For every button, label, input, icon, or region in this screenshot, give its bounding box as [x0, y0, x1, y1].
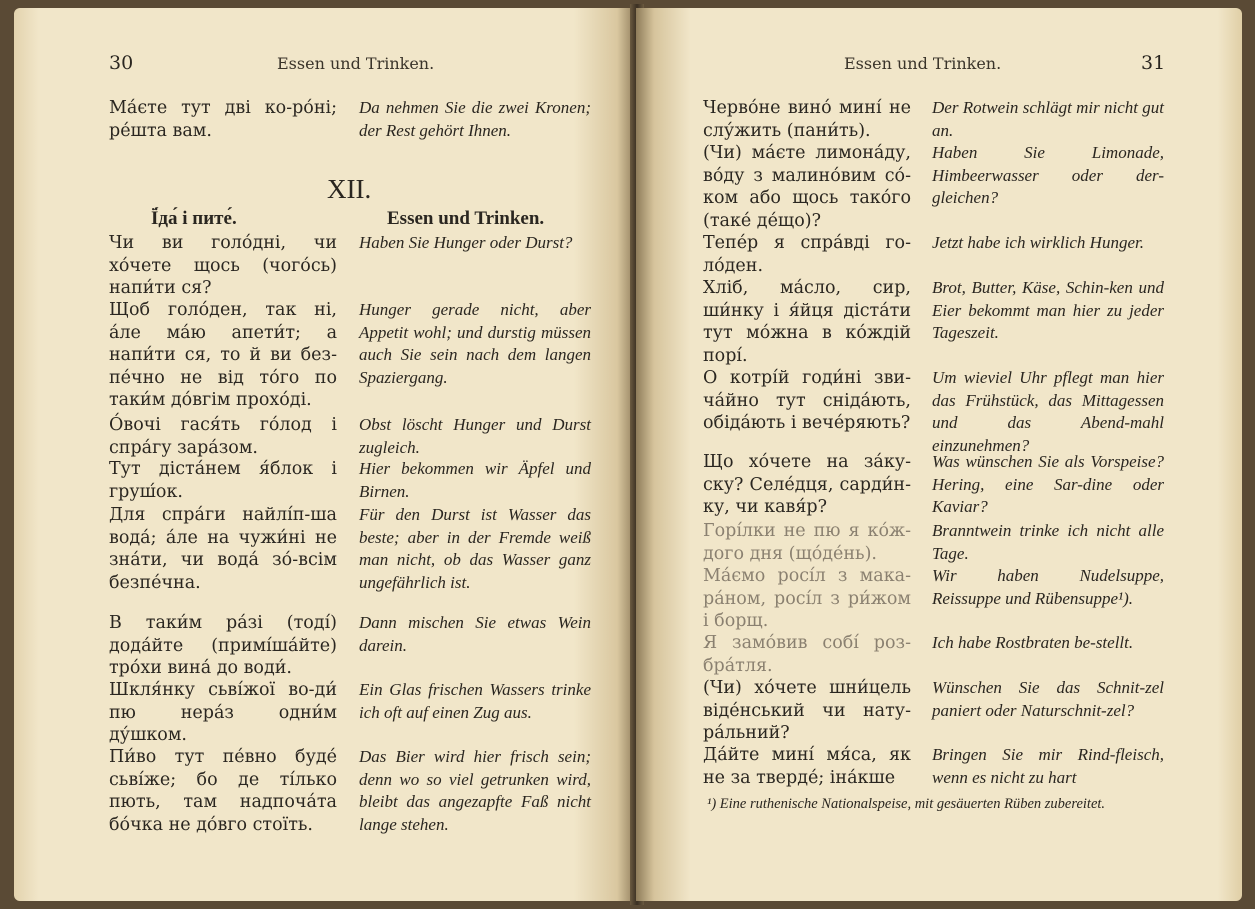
de-paragraph: Dann mischen Sie etwas Wein darein.	[359, 613, 591, 655]
de-paragraph: Wünschen Sie das Schnit-zel paniert oder Naturschnit-zel?	[932, 678, 1164, 720]
de-paragraph: Was wünschen Sie als Vorspeise? Hering, eine Sar-dine oder Kaviar?	[932, 452, 1164, 517]
de-paragraph: Da nehmen Sie die zwei Kronen; der Rest gehört Ihnen.	[359, 98, 591, 140]
uk-paragraph: (Чи) хо́чете шни́цель віде́нський чи нату-ра́льний?	[703, 678, 911, 744]
uk-paragraph: (Чи) ма́єте лимона́ду, во́ду з малино́вим со́-ком або щось тако́го (таке́ де́що)?	[703, 143, 911, 231]
uk-paragraph: Шкля́нку сьві́жої во-ди́ пю нера́з одни́м ду́шком.	[109, 680, 337, 746]
de-paragraph: Das Bier wird hier frisch sein; denn wo so viel getrunken wird, bleibt das angezapfte Faß nicht lange stehen.	[359, 747, 591, 834]
de-paragraph: Brot, Butter, Käse, Schin-ken und Eier bekommt man hier zu jeder Tageszeit.	[932, 278, 1164, 343]
right-page	[636, 8, 1242, 901]
de-paragraph: Ich habe Rostbraten be-stellt.	[932, 633, 1134, 652]
uk-paragraph: Ма́єте тут дві ко-ро́ні; ре́шта вам.	[109, 98, 337, 141]
de-paragraph: Ein Glas frischen Wassers trinke ich oft auf einen Zug aus.	[359, 680, 591, 722]
section-number: XII.	[327, 174, 372, 204]
page-number-right: 31	[1141, 52, 1166, 74]
de-paragraph: Wir haben Nudelsuppe, Reissuppe und Rübensuppe¹).	[932, 566, 1164, 608]
page-number-left: 30	[109, 52, 134, 74]
de-paragraph: Bringen Sie mir Rind-fleisch, wenn es nicht zu hart	[932, 745, 1164, 787]
uk-paragraph: Тут діста́нем я́блок і груш́ок.	[109, 459, 337, 502]
uk-paragraph: Да́йте мині́ мя́са, як не за тверде́; іна́кше	[703, 745, 911, 788]
uk-paragraph: Тепе́р я спра́вді го-ло́ден.	[703, 233, 911, 276]
uk-paragraph: Я замо́вив собі́ роз-бра́тля.	[703, 633, 911, 676]
de-paragraph: Obst löscht Hunger und Durst zugleich.	[359, 415, 591, 457]
de-paragraph: Hier bekommen wir Äpfel und Birnen.	[359, 459, 591, 501]
uk-paragraph: О́вочі гася́ть го́лод і спра́гу зара́зом.	[109, 415, 337, 458]
de-paragraph: Um wieviel Uhr pflegt man hier das Frühstück, das Mittagessen und das Abend-mahl einzunehmen?	[932, 368, 1164, 455]
uk-paragraph: В таки́м ра́зі (тоді́) дода́йте (примі́ша́йте) тро́хи вина́ до води́.	[109, 613, 337, 679]
de-paragraph: Jetzt habe ich wirklich Hunger.	[932, 233, 1144, 252]
de-paragraph: Haben Sie Hunger oder Durst?	[359, 233, 573, 252]
de-paragraph: Haben Sie Limonade, Himbeerwasser oder der-gleichen?	[932, 143, 1164, 208]
uk-paragraph: Щоб голо́ден, так ні, а́ле ма́ю апети́т; а напи́ти ся, то й ви без-пе́чно не від то́го по таки́м до́вгім прохо́ді.	[109, 300, 337, 411]
uk-paragraph: О котрі́й годи́ні зви-ча́йно тут сніда́ють, обіда́ють і вече́ряють?	[703, 368, 911, 434]
uk-paragraph: Чи ви голо́дні, чи хо́чете щось (чого́сь) напи́ти ся?	[109, 233, 337, 299]
uk-paragraph: Хліб, ма́сло, сир, ши́нку і я́йця діста́ти тут мо́жна в ко́ждій порі́.	[703, 278, 911, 366]
uk-paragraph: Пи́во тут пе́вно буде́ сьві́же; бо де ті́лько пють, там надпоча́та бо́чка не до́вго стоїть.	[109, 747, 337, 835]
de-paragraph: Der Rotwein schlägt mir nicht gut an.	[932, 98, 1164, 140]
running-head-right: Essen und Trinken.	[844, 54, 1002, 73]
left-page	[14, 8, 636, 901]
uk-paragraph: Для спра́ги найлі́п-ша вода́; а́ле на чужи́ні не зна́ти, чи вода́ зо́-всім безпе́чна.	[109, 505, 337, 593]
running-head-left: Essen und Trinken.	[277, 54, 435, 73]
uk-paragraph: Ма́ємо росі́л з мака-ра́ном, росі́л з ри́жом і борщ.	[703, 566, 911, 632]
de-paragraph: Hunger gerade nicht, aber Appetit wohl; und durstig müssen auch Sie sein nach dem langen Spaziergang.	[359, 300, 591, 387]
de-paragraph: Für den Durst ist Wasser das beste; aber in der Fremde weiß man nicht, ob das Wasser ganz ungefährlich ist.	[359, 505, 591, 592]
uk-paragraph: Черво́не вино́ мині́ не слу́жить (пани́ть).	[703, 98, 911, 141]
uk-paragraph: Що хо́чете на за́ку-ску? Селе́дця, сарди́н-ку, чи кавя́р?	[703, 452, 911, 518]
section-title-de: Essen und Trinken.	[387, 208, 545, 229]
section-title-uk: Ї́да́ і пите́.	[151, 208, 237, 229]
uk-paragraph: Горі́лки не пю я ко́ж-дого дня (що́де́нь).	[703, 521, 911, 564]
de-paragraph: Branntwein trinke ich nicht alle Tage.	[932, 521, 1164, 563]
footnote: ¹) Eine ruthenische Nationalspeise, mit gesäuerten Rüben zubereitet.	[707, 796, 1106, 812]
